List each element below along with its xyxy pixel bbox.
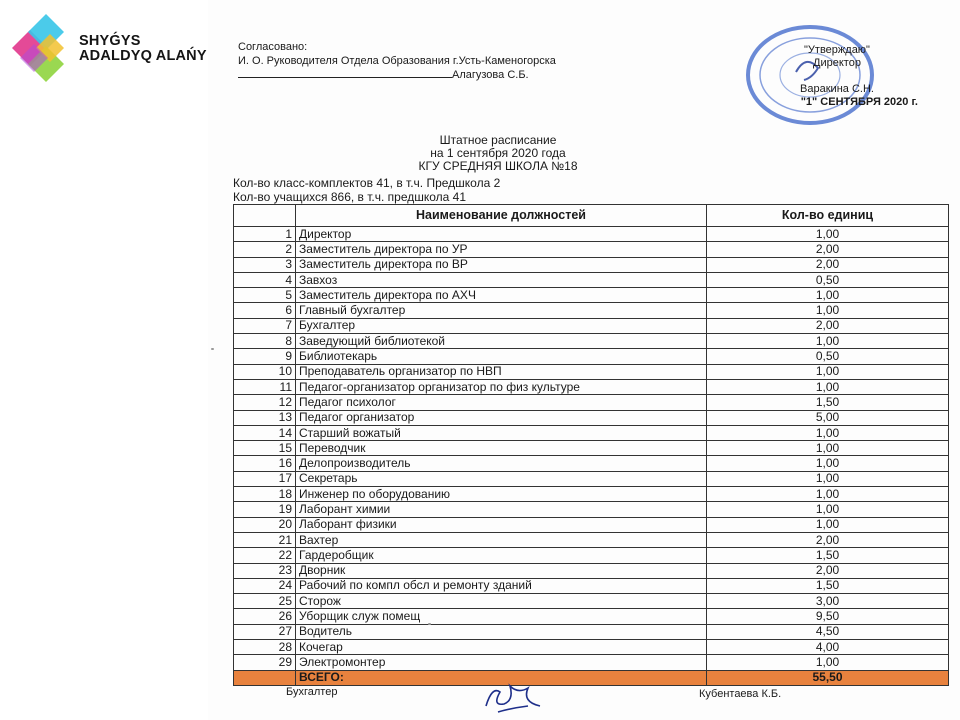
table-row xyxy=(234,655,949,670)
row-number: 23 xyxy=(234,563,296,578)
row-quantity: 4,00 xyxy=(707,640,949,655)
school-counts xyxy=(233,176,500,204)
row-quantity: 1,50 xyxy=(707,578,949,593)
row-number: 25 xyxy=(234,594,296,609)
logo xyxy=(0,0,208,98)
approval-stamp-text xyxy=(752,44,922,109)
table-row xyxy=(234,532,949,547)
row-number: 11 xyxy=(234,379,296,394)
signature-underline xyxy=(238,68,452,78)
table-row xyxy=(234,318,949,333)
approval-position: И. О. Руководителя Отдела Образования г.Усть-Каменогорска xyxy=(238,55,556,67)
table-row xyxy=(234,487,949,502)
row-number: 29 xyxy=(234,655,296,670)
approval-heading: Согласовано: xyxy=(238,41,308,53)
row-position: Старший вожатый xyxy=(296,425,707,440)
scan-speck xyxy=(428,623,431,625)
header-quantity: Кол-во единиц xyxy=(707,205,949,227)
staff-table xyxy=(233,204,949,686)
row-position: Делопроизводитель xyxy=(296,456,707,471)
row-number: 7 xyxy=(234,318,296,333)
table-row xyxy=(234,272,949,287)
logo-line-2: ADALDYQ ALAŃY xyxy=(79,48,207,64)
row-quantity: 0,50 xyxy=(707,349,949,364)
row-position: Заместитель директора по АХЧ xyxy=(296,288,707,303)
row-quantity: 0,50 xyxy=(707,272,949,287)
table-row xyxy=(234,441,949,456)
table-body xyxy=(234,227,949,671)
row-quantity: 4,50 xyxy=(707,624,949,639)
row-quantity: 1,00 xyxy=(707,456,949,471)
row-position: Секретарь xyxy=(296,471,707,486)
row-number: 16 xyxy=(234,456,296,471)
document-title xyxy=(288,134,708,173)
row-position: Вахтер xyxy=(296,532,707,547)
row-number: 22 xyxy=(234,548,296,563)
row-quantity: 1,00 xyxy=(707,379,949,394)
handwritten-signature-icon xyxy=(478,676,548,718)
row-number: 8 xyxy=(234,334,296,349)
class-count: Кол-во класс-комплектов 41, в т.ч. Предшкола 2 xyxy=(233,176,501,190)
row-quantity: 1,00 xyxy=(707,334,949,349)
row-position: Электромонтер xyxy=(296,655,707,670)
row-quantity: 1,00 xyxy=(707,471,949,486)
title-line-3: КГУ СРЕДНЯЯ ШКОЛА №18 xyxy=(418,159,578,173)
row-number: 18 xyxy=(234,487,296,502)
signature-name: Кубентаева К.Б. xyxy=(699,688,782,700)
table-row xyxy=(234,379,949,394)
table-row xyxy=(234,410,949,425)
title-line-2: на 1 сентября 2020 года xyxy=(430,146,566,160)
table-row xyxy=(234,242,949,257)
row-quantity: 1,00 xyxy=(707,655,949,670)
row-position: Кочегар xyxy=(296,640,707,655)
stamp-date: "1" СЕНТЯБРЯ 2020 г. xyxy=(800,96,918,108)
total-value: 55,50 xyxy=(707,670,949,685)
row-quantity: 2,00 xyxy=(707,532,949,547)
row-position: Директор xyxy=(296,227,707,242)
row-quantity: 3,00 xyxy=(707,594,949,609)
total-row xyxy=(234,670,949,685)
table-row xyxy=(234,594,949,609)
table-row xyxy=(234,578,949,593)
row-number: 3 xyxy=(234,257,296,272)
row-quantity: 5,00 xyxy=(707,410,949,425)
row-position: Завхоз xyxy=(296,272,707,287)
table-row xyxy=(234,624,949,639)
row-quantity: 1,50 xyxy=(707,395,949,410)
row-number: 6 xyxy=(234,303,296,318)
row-quantity: 1,50 xyxy=(707,548,949,563)
table-row xyxy=(234,609,949,624)
header-position: Наименование должностей xyxy=(296,205,707,227)
row-quantity: 1,00 xyxy=(707,487,949,502)
table-row xyxy=(234,502,949,517)
total-label: ВСЕГО: xyxy=(296,670,707,685)
row-number: 1 xyxy=(234,227,296,242)
stamp-role: Директор xyxy=(813,57,861,69)
row-number: 4 xyxy=(234,272,296,287)
row-position: Библиотекарь xyxy=(296,349,707,364)
student-count: Кол-во учащихся 866, в т.ч. предшкола 41 xyxy=(233,190,467,204)
table-row xyxy=(234,364,949,379)
row-position: Педагог организатор xyxy=(296,410,707,425)
row-number: 12 xyxy=(234,395,296,410)
row-quantity: 1,00 xyxy=(707,227,949,242)
table-row xyxy=(234,349,949,364)
scan-speck xyxy=(211,348,214,350)
row-position: Бухгалтер xyxy=(296,318,707,333)
table-row xyxy=(234,395,949,410)
row-quantity: 1,00 xyxy=(707,441,949,456)
row-number: 2 xyxy=(234,242,296,257)
logo-mark-icon xyxy=(6,8,72,88)
row-number: 9 xyxy=(234,349,296,364)
stamp-name: Варакина С.Н. xyxy=(800,83,874,95)
row-position: Педагог-организатор организатор по физ культуре xyxy=(296,379,707,394)
row-position: Рабочий по компл обсл и ремонту зданий xyxy=(296,578,707,593)
table-header-row xyxy=(234,205,949,227)
row-position: Сторож xyxy=(296,594,707,609)
table-row xyxy=(234,456,949,471)
row-quantity: 2,00 xyxy=(707,257,949,272)
row-number: 13 xyxy=(234,410,296,425)
row-number: 27 xyxy=(234,624,296,639)
table-row xyxy=(234,288,949,303)
row-quantity: 1,00 xyxy=(707,288,949,303)
approval-signature-line xyxy=(238,68,556,82)
row-position: Переводчик xyxy=(296,441,707,456)
table-row xyxy=(234,563,949,578)
row-position: Заместитель директора по ВР xyxy=(296,257,707,272)
approval-block xyxy=(238,40,556,82)
row-quantity: 1,00 xyxy=(707,502,949,517)
row-quantity: 9,50 xyxy=(707,609,949,624)
row-position: Уборщик служ помещ xyxy=(296,609,707,624)
row-quantity: 2,00 xyxy=(707,318,949,333)
table-row xyxy=(234,640,949,655)
row-position: Дворник xyxy=(296,563,707,578)
row-quantity: 1,00 xyxy=(707,517,949,532)
row-position: Лаборант физики xyxy=(296,517,707,532)
row-quantity: 2,00 xyxy=(707,563,949,578)
table-row xyxy=(234,548,949,563)
row-position: Водитель xyxy=(296,624,707,639)
row-number: 24 xyxy=(234,578,296,593)
table-row xyxy=(234,334,949,349)
row-number: 17 xyxy=(234,471,296,486)
header-num xyxy=(234,205,296,227)
row-number: 21 xyxy=(234,532,296,547)
row-position: Заведующий библиотекой xyxy=(296,334,707,349)
table-row xyxy=(234,257,949,272)
row-number: 5 xyxy=(234,288,296,303)
row-number: 14 xyxy=(234,425,296,440)
row-quantity: 1,00 xyxy=(707,425,949,440)
row-position: Заместитель директора по УР xyxy=(296,242,707,257)
row-position: Лаборант химии xyxy=(296,502,707,517)
table-row xyxy=(234,303,949,318)
document-scan xyxy=(208,0,960,720)
row-number: 28 xyxy=(234,640,296,655)
row-number: 26 xyxy=(234,609,296,624)
row-number: 19 xyxy=(234,502,296,517)
logo-line-1: SHYǴYS xyxy=(79,33,141,49)
logo-wordmark xyxy=(79,34,207,64)
total-num-cell xyxy=(234,670,296,685)
row-quantity: 2,00 xyxy=(707,242,949,257)
row-position: Гардеробщик xyxy=(296,548,707,563)
row-number: 20 xyxy=(234,517,296,532)
approval-name: Алагузова С.Б. xyxy=(452,69,529,81)
row-number: 10 xyxy=(234,364,296,379)
row-position: Главный бухгалтер xyxy=(296,303,707,318)
row-quantity: 1,00 xyxy=(707,303,949,318)
row-position: Преподаватель организатор по НВП xyxy=(296,364,707,379)
signature-role: Бухгалтер xyxy=(286,686,338,698)
row-quantity: 1,00 xyxy=(707,364,949,379)
table-row xyxy=(234,425,949,440)
table-row xyxy=(234,227,949,242)
row-position: Педагог психолог xyxy=(296,395,707,410)
table-row xyxy=(234,517,949,532)
stamp-label: "Утверждаю" xyxy=(804,44,870,56)
title-line-1: Штатное расписание xyxy=(439,133,557,147)
row-position: Инженер по оборудованию xyxy=(296,487,707,502)
table-row xyxy=(234,471,949,486)
row-number: 15 xyxy=(234,441,296,456)
